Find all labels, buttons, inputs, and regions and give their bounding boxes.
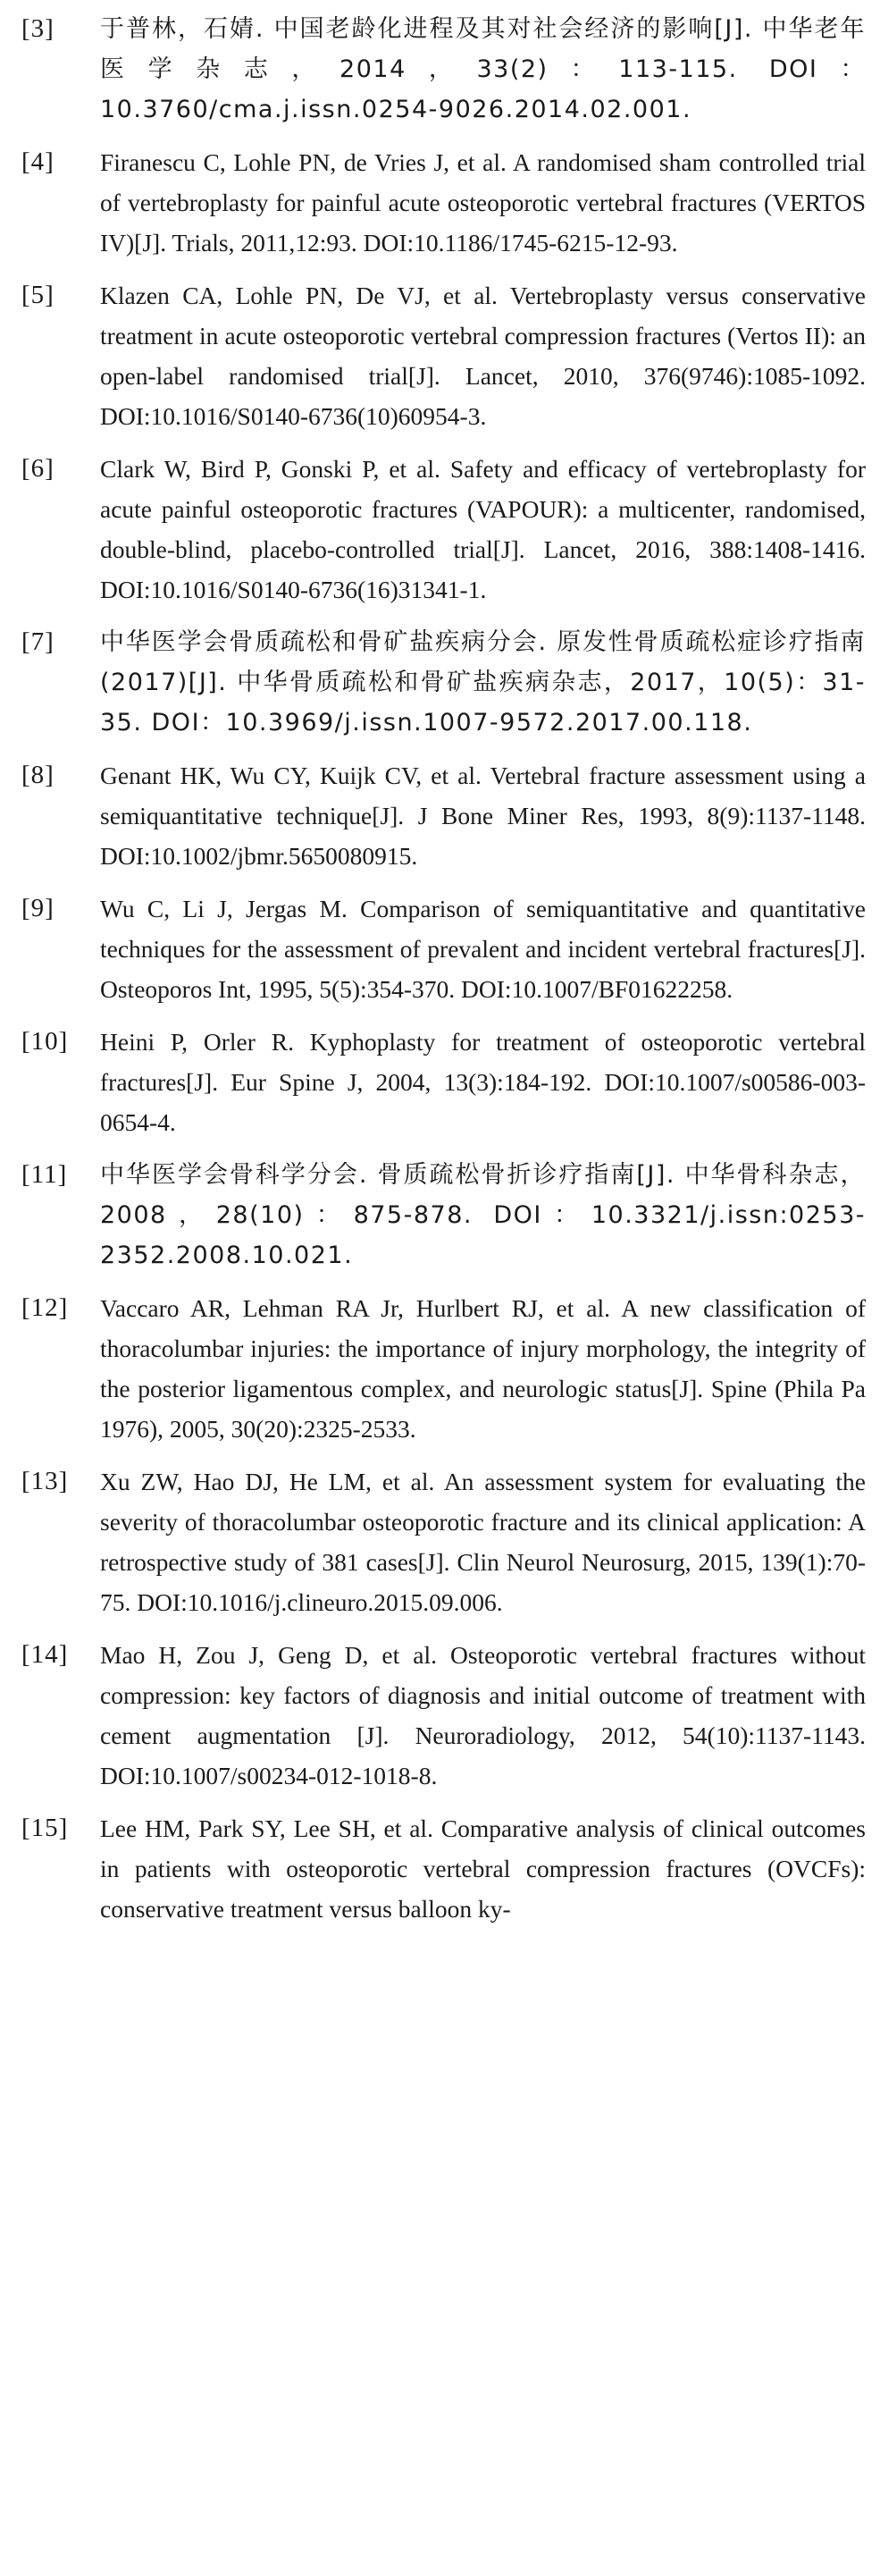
reference-text: Mao H, Zou J, Geng D, et al. Osteoporotic vertebral fractures without compression: key factors of diagnosis and initial outcome of treatment with cement augmentation [J]. Neuroradiology, 2012, 54(10):1137-1143. DOI:10.1007/s00234-012-1018-8.: [100, 1641, 866, 1789]
reference-text: Vaccaro AR, Lehman RA Jr, Hurlbert RJ, et al. A new classification of thoracolumbar injuries: the importance of injury morphology, the integrity of the posterior ligamentous complex, and neurologic status[J]. Spine (Phila Pa 1976), 2005, 30(20):2325-2533.: [100, 1294, 866, 1443]
reference-item: [21, 449, 866, 610]
reference-text: 中华医学会骨质疏松和骨矿盐疾病分会. 原发性骨质疏松症诊疗指南(2017)[J]. 中华骨质疏松和骨矿盐疾病杂志，2017，10(5)：31-35. DOI：10.3969/j.issn.1007-9572.2017.00.118.: [100, 628, 866, 737]
reference-text: Wu C, Li J, Jergas M. Comparison of semiquantitative and quantitative techniques for the assessment of prevalent and incident vertebral fractures[J]. Osteoporos Int, 1995, 5(5):354-370. DOI:10.1007/BF01622258.: [100, 895, 866, 1003]
reference-text: 中华医学会骨科学分会. 骨质疏松骨折诊疗指南[J]. 中华骨科杂志，2008，28(10)：875-878. DOI：10.3321/j.issn:0253-2352.2008.10.021.: [100, 1161, 866, 1269]
reference-number: [14]: [21, 1640, 69, 1669]
reference-item: [21, 622, 866, 743]
reference-number: [10]: [21, 1027, 69, 1056]
reference-number: [3]: [21, 14, 54, 43]
reference-item: [21, 1635, 866, 1796]
reference-item: [21, 1288, 866, 1449]
reference-item: [21, 1808, 866, 1929]
reference-item: [21, 1022, 866, 1142]
reference-text: Lee HM, Park SY, Lee SH, et al. Comparative analysis of clinical outcomes in patients with osteoporotic vertebral compression fractures (OVCFs): conservative treatment versus balloon ky-: [100, 1814, 866, 1923]
reference-item: [21, 142, 866, 263]
reference-text: Klazen CA, Lohle PN, De VJ, et al. Vertebroplasty versus conservative treatment in acute osteoporotic vertebral compression fractures (Vertos II): an open-label randomised trial[J]. Lancet, 2010, 376(9746):1085-1092. DOI:10.1016/S0140-6736(10)60954-3.: [100, 282, 866, 430]
reference-text: Heini P, Orler R. Kyphoplasty for treatment of osteoporotic vertebral fractures[J]. Eur Spine J, 2004, 13(3):184-192. DOI:10.1007/s00586-003-0654-4.: [100, 1028, 866, 1136]
reference-number: [12]: [21, 1293, 69, 1322]
reference-number: [8]: [21, 761, 54, 789]
reference-number: [7]: [21, 627, 54, 656]
reference-text: Clark W, Bird P, Gonski P, et al. Safety and efficacy of vertebroplasty for acute painful osteoporotic fractures (VAPOUR): a multicenter, randomised, double-blind, placebo-controlled trial[J]. Lancet, 2016, 388:1408-1416. DOI:10.1016/S0140-6736(16)31341-1.: [100, 455, 866, 603]
reference-text: Genant HK, Wu CY, Kuijk CV, et al. Vertebral fracture assessment using a semiquantitative technique[J]. J Bone Miner Res, 1993, 8(9):1137-1148. DOI:10.1002/jbmr.5650080915.: [100, 762, 866, 870]
reference-text: Firanescu C, Lohle PN, de Vries J, et al. A randomised sham controlled trial of vertebroplasty for painful acute osteoporotic vertebral fractures (VERTOS IV)[J]. Trials, 2011,12:93. DOI:10.1186/1745-6215-12-93.: [100, 148, 866, 257]
reference-item: [21, 1155, 866, 1275]
reference-item: [21, 755, 866, 876]
reference-text: 于普林，石婧. 中国老龄化进程及其对社会经济的影响[J]. 中华老年医学杂志，2014，33(2)：113-115. DOI：10.3760/cma.j.issn.0254-9026.2014.02.001.: [100, 15, 866, 123]
reference-item: [21, 275, 866, 436]
reference-list: [21, 9, 866, 1941]
reference-number: [13]: [21, 1467, 69, 1495]
reference-item: [21, 888, 866, 1009]
reference-number: [6]: [21, 454, 54, 483]
reference-number: [5]: [21, 281, 54, 309]
reference-item: [21, 9, 866, 130]
reference-number: [11]: [21, 1160, 68, 1189]
reference-number: [15]: [21, 1814, 69, 1842]
reference-text: Xu ZW, Hao DJ, He LM, et al. An assessment system for evaluating the severity of thoracolumbar osteoporotic fracture and its clinical application: A retrospective study of 381 cases[J]. Clin Neurol Neurosurg, 2015, 139(1):70-75. DOI:10.1016/j.clineuro.2015.09.006.: [100, 1468, 866, 1616]
reference-number: [4]: [21, 147, 54, 176]
reference-number: [9]: [21, 894, 54, 922]
reference-item: [21, 1461, 866, 1622]
